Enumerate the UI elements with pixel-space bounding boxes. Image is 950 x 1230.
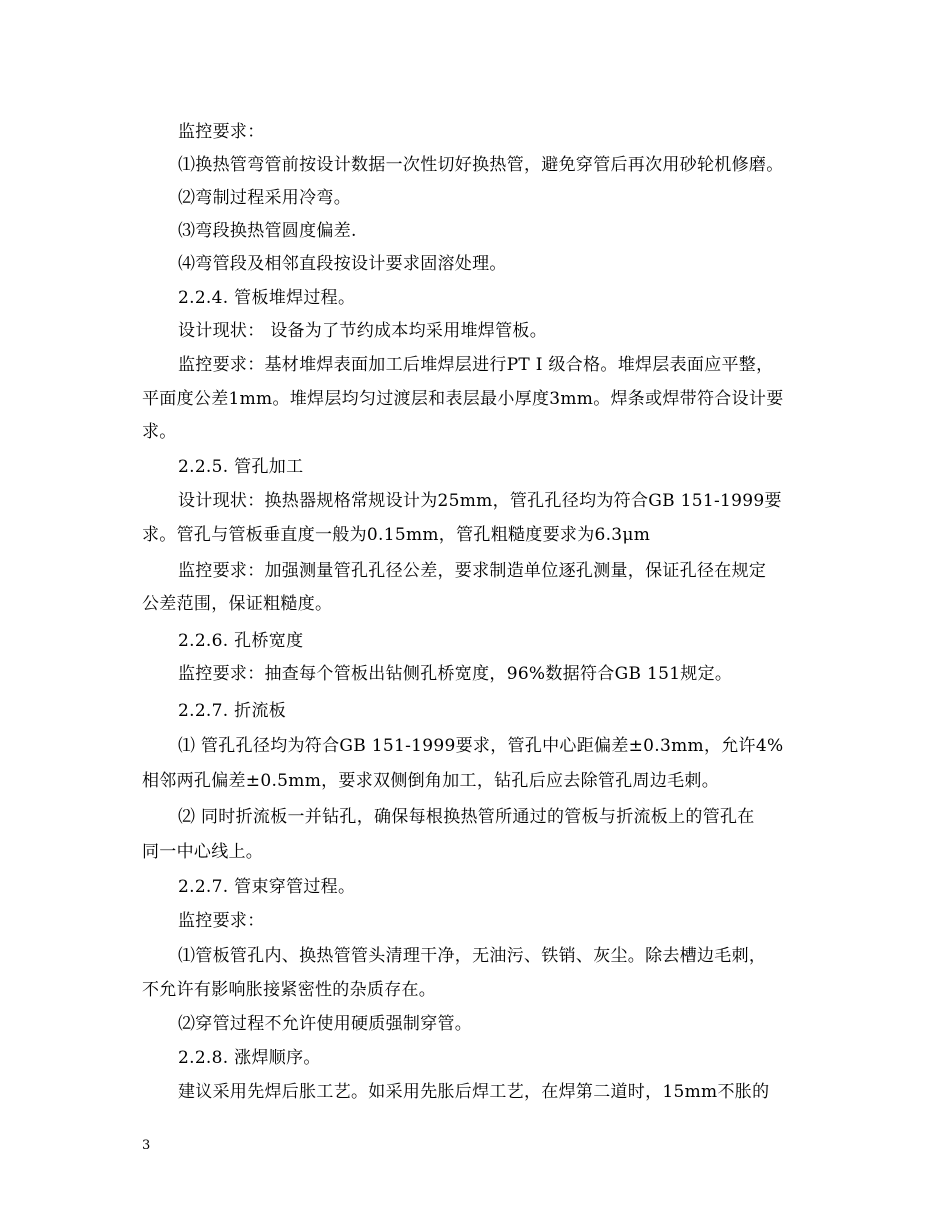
text-line: 监控要求：抽查每个管板出钻侧孔桥宽度，96%数据符合GB 151规定。 xyxy=(178,664,733,684)
text-line: 设计现状： 设备为了节约成本均采用堆焊管板。 xyxy=(178,321,548,341)
text-line: ⑴管板管孔内、换热管管头清理干净，无油污、铁销、灰尘。除去槽边毛刺， xyxy=(178,946,767,966)
text-line: ⑵ 同时折流板一并钻孔，确保每根换热管所通过的管板与折流板上的管孔在 xyxy=(178,807,755,827)
text-line: 求。 xyxy=(142,422,177,442)
section-heading: 2.2.5. 管孔加工 xyxy=(178,457,304,477)
text-line: 监控要求：基材堆焊表面加工后堆焊层进行PT Ⅰ 级合格。堆焊层表面应平整， xyxy=(178,355,774,375)
text-line: 监控要求： xyxy=(178,911,265,931)
text-line: 平面度公差1mm。堆焊层均匀过渡层和表层最小厚度3mm。焊条或焊带符合设计要 xyxy=(142,389,784,409)
section-heading: 2.2.8. 涨焊顺序。 xyxy=(178,1048,321,1068)
text-line: ⑴换热管弯管前按设计数据一次性切好换热管，避免穿管后再次用砂轮机修磨。 xyxy=(178,155,784,175)
page-number: 3 xyxy=(142,1138,151,1153)
text-line: 建议采用先焊后胀工艺。如采用先胀后焊工艺，在焊第二道时，15mm不胀的 xyxy=(178,1082,770,1102)
text-line: 设计现状：换热器规格常规设计为25mm，管孔孔径均为符合GB 151-1999要 xyxy=(178,491,782,511)
section-heading: 2.2.7. 折流板 xyxy=(178,701,287,721)
text-line: 相邻两孔偏差±0.5mm，要求双侧倒角加工，钻孔后应去除管孔周边毛刺。 xyxy=(142,771,720,791)
text-line: 同一中心线上。 xyxy=(142,842,264,862)
text-line: 求。管孔与管板垂直度一般为0.15mm，管孔粗糙度要求为6.3μm xyxy=(142,525,651,545)
text-line: 不允许有影响胀接紧密性的杂质存在。 xyxy=(142,980,437,1000)
section-heading: 2.2.7. 管束穿管过程。 xyxy=(178,877,356,897)
text-line: ⑵弯制过程采用冷弯。 xyxy=(178,188,351,208)
text-line: ⑶弯段换热管圆度偏差. xyxy=(178,221,357,241)
text-line: ⑷弯管段及相邻直段按设计要求固溶处理。 xyxy=(178,254,507,274)
section-heading: 2.2.4. 管板堆焊过程。 xyxy=(178,288,356,308)
section-heading: 2.2.6. 孔桥宽度 xyxy=(178,631,304,651)
text-line: 监控要求： xyxy=(178,122,265,142)
text-line: 公差范围，保证粗糙度。 xyxy=(142,594,333,614)
text-line: ⑵穿管过程不允许使用硬质强制穿管。 xyxy=(178,1014,473,1034)
text-line: 监控要求：加强测量管孔孔径公差，要求制造单位逐孔测量，保证孔径在规定 xyxy=(178,561,767,581)
text-line: ⑴ 管孔孔径均为符合GB 151-1999要求，管孔中心距偏差±0.3mm，允许4% xyxy=(178,736,784,756)
